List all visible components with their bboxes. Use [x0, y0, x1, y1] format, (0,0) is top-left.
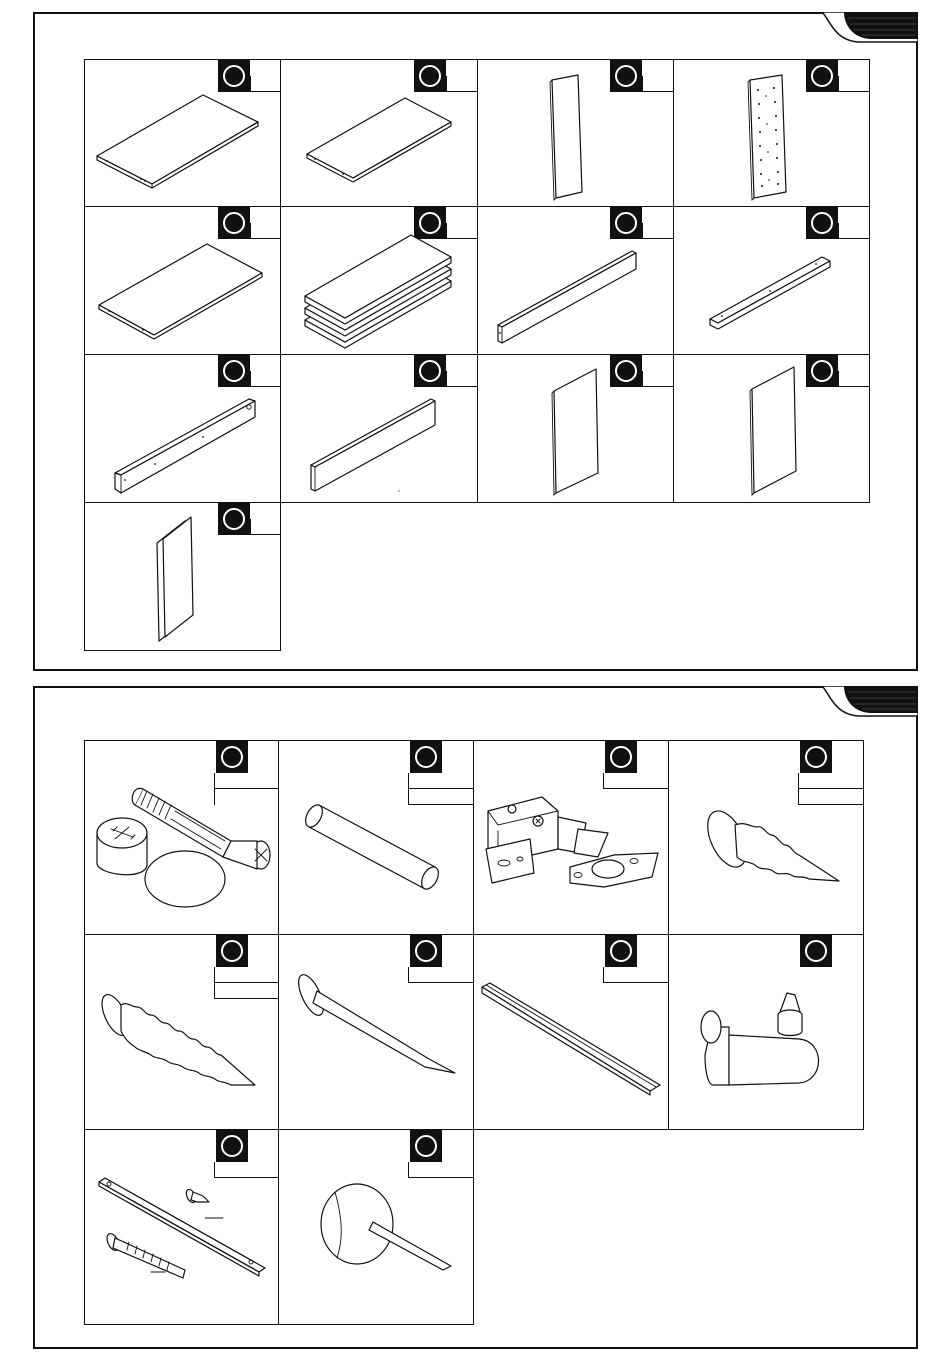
part-rail-drilled — [84, 355, 281, 503]
strip-illustration — [474, 935, 669, 1130]
part-door-2 — [674, 355, 870, 503]
part-wood-dowel — [279, 740, 474, 935]
part-nail — [279, 935, 474, 1130]
panel-illustration — [478, 60, 674, 208]
panel-parts-grid — [84, 59, 870, 651]
part-back-panels — [84, 503, 281, 651]
part-shelf-stack — [281, 207, 478, 355]
part-plinth — [281, 355, 478, 503]
section-tab — [822, 686, 918, 726]
part-rail-flat — [674, 207, 870, 355]
glide-nail-illustration — [279, 1130, 474, 1325]
rail-illustration — [674, 207, 870, 355]
rail-illustration — [478, 207, 674, 355]
part-side-panel — [478, 59, 674, 207]
screw-illustration — [669, 741, 864, 936]
part-screw-short — [669, 740, 864, 935]
panel-illustration — [674, 60, 870, 208]
board-illustration — [281, 60, 478, 208]
back-panels-illustration — [85, 503, 282, 651]
part-glide-nail — [279, 1130, 474, 1325]
part-shelf-support — [669, 935, 864, 1130]
part-hinge — [474, 740, 669, 935]
part-board-wide-3 — [84, 207, 281, 355]
hardware-parts-grid — [84, 740, 864, 1325]
nail-illustration — [279, 935, 474, 1130]
wall-fixing-illustration — [85, 1130, 280, 1325]
part-cam-lock-set — [84, 740, 279, 935]
part-wall-fixing-kit — [84, 1130, 279, 1325]
shelves-illustration — [281, 207, 478, 355]
part-board-wide — [84, 59, 281, 207]
screw-illustration — [85, 935, 280, 1130]
section-tab — [822, 12, 918, 52]
part-door — [478, 355, 674, 503]
part-rail-long — [478, 207, 674, 355]
part-board-wide-2 — [281, 59, 478, 207]
board-illustration — [85, 207, 282, 355]
part-side-panel-drilled — [674, 59, 870, 207]
rail-illustration — [85, 355, 282, 503]
hinge-illustration — [474, 741, 669, 936]
plinth-illustration — [281, 355, 478, 503]
shelf-support-illustration — [669, 935, 864, 1130]
board-illustration — [85, 60, 282, 208]
dowel-illustration — [279, 741, 474, 936]
part-strip — [474, 935, 669, 1130]
part-screw-long — [84, 935, 279, 1130]
door-illustration — [674, 355, 870, 503]
door-illustration — [478, 355, 674, 503]
cam-lock-illustration — [85, 741, 280, 936]
